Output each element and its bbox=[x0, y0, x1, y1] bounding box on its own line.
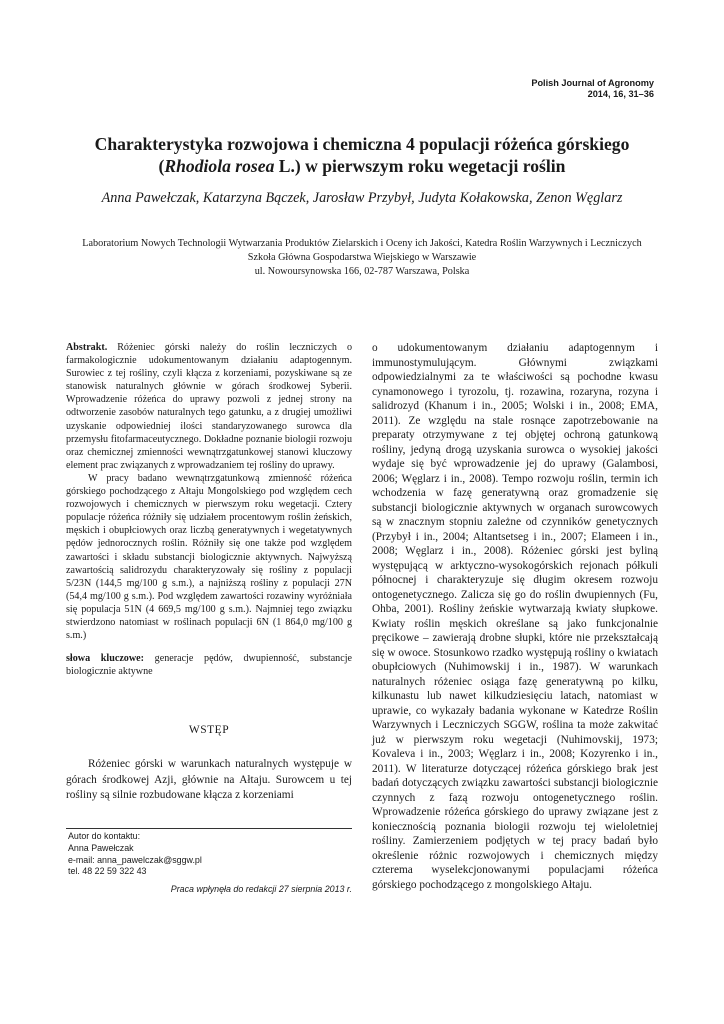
title-line-1: Charakterystyka rozwojowa i chemiczna 4 populacji różeńca górskiego bbox=[94, 134, 630, 154]
footnote-divider bbox=[66, 828, 352, 829]
keywords-label: słowa kluczowe: bbox=[66, 653, 144, 665]
abstract-text-1: Różeniec górski należy do roślin leczniczych o farmakologicznie udokumentowanym działaniu adaptogennym. Surowiec z tej rośliny, czyli kłącza z korzeniami, pozyskiwane są ze stanowisk naturalnych głównie w górach środkowej Syberii. Wprowadzenie różeńca do uprawy pozwoli z jednej strony na odtworzenie zasobów naturalnych tego gatunku, a z drugiej umożliwi uzyskanie odpowiedniej ilości standaryzowanego surowca dla przemysłu fitofarmaceutycznego. Dokładne poznanie biologii rozwoju oraz chemicznej zmienności wewnątrzgatunkowej stanowi kluczowy element prac związanych z wprowadzaniem tej rośliny do uprawy. bbox=[66, 342, 352, 471]
intro-right-para: o udokumentowanym działaniu adaptogennym i immunostymulującym. Głównymi związkami odpowiedzialnymi za te właściwości są pochodne kwasu cynamonowego i tyrozolu, tj. rozawina, rozaryna, rozyna i salidrozyd (Khanum i in., 2005; Wolski i in., 2008; EMA, 2011). Ze względu na stale rosnące zapotrzebowanie na preparaty otrzymywane z tej objętej ochroną gatunkową rośliny, jedyną drogą uzyskania surowca o wysokiej jakości wydaje się być wprowadzenie jej do uprawy (Galambosi, 2006; Węglarz i in., 2008). Tempo rozwoju roślin, termin ich wchodzenia w fazę generatywną oraz gromadzenie się substancji biologicznie aktywnych w organach surowcowych są w znacznym stopniu zależne od czynników genetycznych (Przybył i in., 2004; Altantsetseg i in., 2007; Elameen i in., 2008; Węglarz i in., 2008). Różeniec górski jest byliną występującą w arktyczno-wysokogórskich rejonach półkuli północnej i charakteryzuje się długim okresem rozwoju ontogenetycznego. Zalicza się go do roślin dwupiennych (Fu, Ohba, 2001). Rośliny żeńskie wytwarzają kwiaty słupkowe. Kwiaty roślin męskich określane są jako funkcjonalnie pręcikowe – zawierają drobne słupki, które nie przekształcają się w owoce. Stosunkowo rzadko występują rośliny o kwiatach obupłciowych (Nuhimowskij i in., 1987). W warunkach naturalnych różeniec osiąga fazę generatywną po kilku, kilkunastu lub nawet kilkudziesięciu latach, natomiast w uprawie, co wykazały badania wykonane w Katedrze Roślin Warzywnych i Leczniczych SGGW, roślina ta może zakwitać już w pierwszym roku wegetacji (Nuhimovskij, 1973; Kovaleva i in., 2003; Węglarz i in., 2008; Kozyrenko i in., 2011). W literaturze dotyczącej różeńca górskiego brak jest badań dotyczących związku zawartości substancji biologicznie czynnych z fazą rozwoju ontogenetycznego roślin. Wprowadzenie różeńca górskiego do uprawy związane jest z koniecznością poznania biologii rozwoju tej wieloletniej rośliny. Zamierzeniem podjętych w tej pracy badań było określenie różnic rozwojowych i chemicznych między czterema wyselekcjonowanymi populacjami różeńca górskiego pochodzącego z mongolskiego Ałtaju. bbox=[372, 342, 658, 891]
affiliation-line-2: Szkoła Główna Gospodarstwa Wiejskiego w Warszawie bbox=[247, 252, 477, 263]
journal-header bbox=[531, 78, 654, 100]
article-title bbox=[60, 133, 664, 177]
affiliation bbox=[40, 237, 684, 279]
abstract-para-1 bbox=[66, 341, 352, 472]
intro-left-text: Różeniec górski w warunkach naturalnych występuje w górach środkowej Azji, głównie na Ałtaju. Surowcem u tej rośliny są silnie rozbudowane kłącza z korzeniami bbox=[66, 758, 352, 801]
journal-issue: 2014, 16, 31–36 bbox=[587, 89, 654, 99]
affiliation-line-3: ul. Nowoursynowska 166, 02-787 Warszawa, Polska bbox=[254, 266, 470, 277]
abstract-para-2: W pracy badano wewnątrzgatunkową zmienność różeńca górskiego pochodzącego z Ałtaju Mongolskiego pod względem cech rozwojowych i chemicznych w pierwszym roku wegetacji. Cztery populacje różeńca różniły się udziałem procentowym roślin żeńskich, męskich i obupłciowych oraz liczbą generatywnych i wegetatywnych pędów jednorocznych roślin. Różniły się one także pod względem zawartości i składu substancji biologicznie aktywnych. Najwyższą zawartością salidrozydu charakteryzowały się rośliny z populacji 5/23N (144,5 mg/100 g s.m.), a najniższą rośliny z populacji 27N (54,4 mg/100 g s.m.). Pod względem zawartości rozawiny wyróżniała się populacja 51N (4 669,5 mg/100 g s.m.). Najmniej tego związku stwierdzono natomiast w roślinach populacji 6N (1 864,0 mg/100 g s.m.) bbox=[66, 472, 352, 642]
title-paren: ( bbox=[158, 156, 165, 176]
affiliation-line-1: Laboratorium Nowych Technologii Wytwarzania Produktów Zielarskich i Oceny ich Jakości, Katedra Roślin Warzywnych i Leczniczych bbox=[82, 238, 642, 249]
author-list: Anna Pawełczak, Katarzyna Bączek, Jarosław Przybył, Judyta Kołakowska, Zenon Węglarz bbox=[101, 190, 623, 206]
abstract bbox=[66, 341, 352, 678]
title-line-2-rest: L.) w pierwszym roku wegetacji roślin bbox=[274, 156, 566, 176]
section-heading: WSTĘP bbox=[188, 724, 230, 736]
intro-right-text bbox=[372, 341, 658, 892]
journal-name: Polish Journal of Agronomy bbox=[531, 78, 654, 88]
title-line-2 bbox=[60, 155, 664, 177]
contact-phone: tel. 48 22 59 322 43 bbox=[68, 866, 147, 877]
keywords bbox=[66, 652, 352, 678]
abstract-label: Abstrakt. bbox=[66, 342, 108, 353]
received-date: Praca wpłynęła do redakcji 27 sierpnia 2013 r. bbox=[170, 884, 352, 894]
contact-label: Autor do kontaktu: bbox=[68, 831, 141, 841]
title-species: Rhodiola rosea bbox=[164, 156, 275, 176]
contact-email: e-mail: anna_pawelczak@sggw.pl bbox=[68, 854, 202, 865]
contact-block bbox=[68, 831, 202, 878]
contact-name: Anna Pawełczak bbox=[68, 842, 134, 853]
keywords-text: generacje pędów, dwupienność, substancje biologicznie aktywne bbox=[66, 653, 352, 678]
